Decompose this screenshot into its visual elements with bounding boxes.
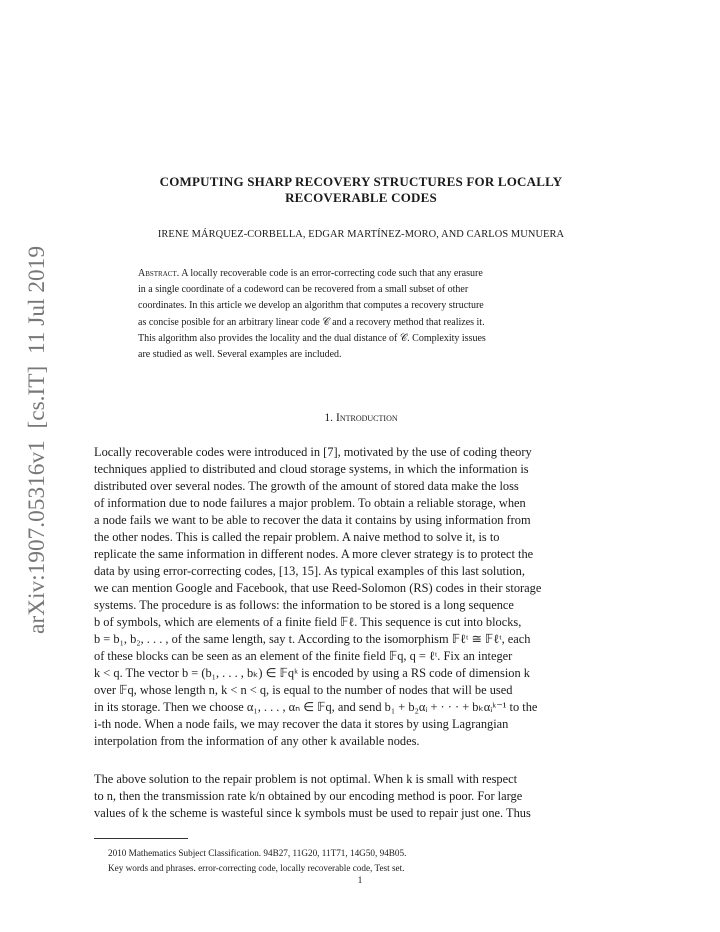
abstract-label: Abstract. [138,268,180,279]
abstract-line: are studied as well. Several examples are included. [138,348,342,360]
footnote-msc: 2010 Mathematics Subject Classification. 94B27, 11G20, 11T71, 14G50, 94B05. [108,848,407,858]
paragraph-line: replicate the same information in different nodes. A more clever strategy is to protect the [94,547,534,561]
body-paragraph-1 [94,444,631,750]
section-title: Introduction [335,411,398,424]
title-line-1: COMPUTING SHARP RECOVERY STRUCTURES FOR LOCALLY [159,174,563,189]
paper-title [96,174,626,206]
paragraph-line: of information due to node failures a major problem. To obtain a reliable storage, when [94,496,526,510]
paragraph-line: of these blocks can be seen as an element of the finite field 𝔽q, q = ℓᵗ. Fix an integer [94,649,513,663]
paragraph-line: techniques applied to distributed and cloud storage systems, in which the information is [94,462,529,476]
paragraph-line: the other nodes. This is called the repair problem. A naive method to solve it, is to [94,530,500,544]
paragraph-line: to n, then the transmission rate k/n obtained by our encoding method is poor. For large [94,789,523,803]
paragraph-line: values of k the scheme is wasteful since k symbols must be used to repair just one. Thus [94,806,531,820]
paragraph-line: over 𝔽q, whose length n, k < n < q, is equal to the number of nodes that will be used [94,683,513,697]
section-heading-introduction [96,411,626,425]
body-paragraph-2 [94,771,631,822]
paragraph-line: we can mention Google and Facebook, that use Reed-Solomon (RS) codes in their storage [94,581,542,595]
arxiv-stamp-text: arXiv:1907.05316v1 [cs.IT] 11 Jul 2019 [24,251,49,634]
paragraph-line: b = b₁, b₂, . . . , of the same length, say t. According to the isomorphism 𝔽ℓᵗ ≅ 𝔽ℓᵗ, each [94,632,531,646]
paragraph-line: b of symbols, which are elements of a finite field 𝔽ℓ. This sequence is cut into blocks, [94,615,522,629]
paragraph-line: data by using error-correcting codes, [13, 15]. As typical examples of this last solution, [94,564,525,578]
paragraph-line: a node fails we want to be able to recover the data it contains by using information from [94,513,531,527]
footnote-divider [94,838,188,839]
paragraph-line: k < q. The vector b = (b₁, . . . , bₖ) ∈ 𝔽qᵏ is encoded by using a RS code of dimension k [94,666,530,680]
paragraph-line: distributed over several nodes. The growth of the amount of stored data make the loss [94,479,519,493]
paragraph-line: Locally recoverable codes were introduced in [7], motivated by the use of coding theory [94,445,532,459]
paragraph-line: interpolation from the information of any other k available nodes. [94,734,420,748]
section-number: 1. [324,411,334,424]
paragraph-line: i-th node. When a node fails, we may recover the data it stores by using Lagrangian [94,717,509,731]
paragraph-line: in its storage. Then we choose α₁, . . . , αₙ ∈ 𝔽q, and send b₁ + b₂αᵢ + · · · + bₖαᵢᵏ⁻¹ to the [94,700,538,714]
arxiv-identifier-stamp [4,244,58,636]
footnote-keywords: Key words and phrases. error-correcting code, locally recoverable code, Test set. [108,862,405,873]
abstract-line: This algorithm also provides the locality and the dual distance of 𝒞. Complexity issues [138,332,486,344]
abstract-line: Abstract. A locally recoverable code is an error-correcting code such that any erasure [138,268,483,279]
paragraph-line: systems. The procedure is as follows: the information to be stored is a long sequence [94,598,514,612]
title-line-2: RECOVERABLE CODES [285,190,437,205]
abstract [138,266,588,363]
paragraph-line: The above solution to the repair problem is not optimal. When k is small with respect [94,772,518,786]
footnotes [108,846,628,875]
abstract-line: as concise posible for an arbitrary linear code 𝒞 and a recovery method that realizes it. [138,316,485,328]
abstract-line: coordinates. In this article we develop an algorithm that computes a recovery structure [138,300,484,312]
page-number: 1 [357,876,363,886]
author-list: IRENE MÁRQUEZ-CORBELLA, EDGAR MARTÍNEZ-MORO, AND CARLOS MUNUERA [157,229,565,240]
abstract-line: in a single coordinate of a codeword can be recovered from a small subset of other [138,284,469,296]
